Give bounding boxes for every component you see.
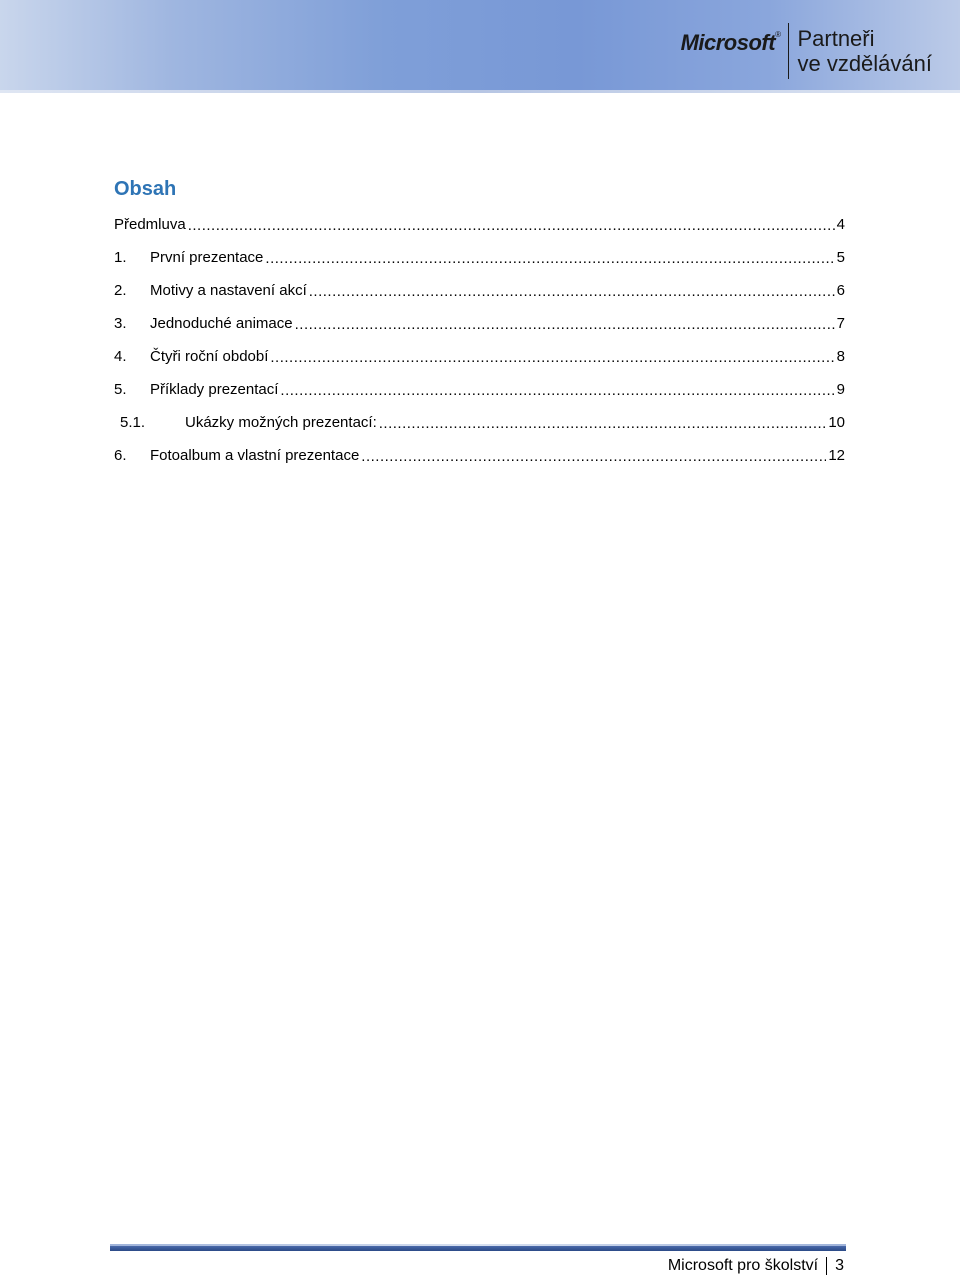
dot-leader — [270, 349, 834, 366]
tagline-line-1: Partneři — [797, 26, 875, 51]
toc-entry-5[interactable] — [114, 373, 845, 406]
dot-leader — [188, 217, 835, 234]
toc-entry-number: 3. — [114, 315, 127, 332]
toc-entry-page: 8 — [836, 348, 845, 365]
toc-entry-number: 4. — [114, 348, 127, 365]
toc-entry-page: 6 — [836, 282, 845, 299]
partner-tagline — [797, 26, 932, 76]
toc-entry-title: Fotoalbum a vlastní prezentace — [150, 447, 360, 464]
toc-entry-title: Předmluva — [114, 216, 186, 233]
footer-label: Microsoft pro školství — [667, 1257, 819, 1274]
toc-entry-title: Ukázky možných prezentací: — [185, 414, 377, 431]
toc-entry-2[interactable] — [114, 274, 845, 307]
dot-leader — [280, 382, 834, 399]
toc-entry-title: První prezentace — [150, 249, 264, 266]
toc-entry-page: 9 — [836, 381, 845, 398]
toc-entry-page: 5 — [836, 249, 845, 266]
page-number: 3 — [835, 1257, 844, 1274]
header-banner — [0, 0, 960, 93]
toc-entry-title: Jednoduché animace — [150, 315, 293, 332]
page-footer — [668, 1257, 844, 1275]
toc-entry-number: 2. — [114, 282, 127, 299]
toc-entry-4[interactable] — [114, 340, 845, 373]
toc-entry-number: 5. — [114, 381, 127, 398]
table-of-contents — [114, 208, 845, 472]
microsoft-partner-logo — [681, 22, 932, 80]
dot-leader — [265, 250, 834, 267]
toc-entry-page: 10 — [828, 414, 845, 431]
dot-leader — [361, 448, 826, 465]
tagline-line-2: ve vzdělávání — [797, 51, 932, 76]
toc-entry-5-1[interactable] — [114, 406, 845, 439]
toc-entry-1[interactable] — [114, 241, 845, 274]
toc-entry-predmluva[interactable] — [114, 208, 845, 241]
dot-leader — [379, 415, 827, 432]
toc-entry-title: Čtyři roční období — [150, 348, 269, 365]
toc-entry-title: Příklady prezentací — [150, 381, 279, 398]
microsoft-wordmark: Microsoft® — [680, 30, 781, 55]
toc-entry-3[interactable] — [114, 307, 845, 340]
toc-entry-number: 1. — [114, 249, 127, 266]
toc-entry-number: 5.1. — [120, 414, 146, 431]
toc-entry-number: 6. — [114, 447, 127, 464]
toc-entry-page: 7 — [836, 315, 845, 332]
footer-rule — [110, 1244, 846, 1251]
toc-entry-page: 12 — [828, 447, 845, 464]
toc-entry-6[interactable] — [114, 439, 845, 472]
toc-entry-page: 4 — [836, 216, 845, 233]
toc-entry-title: Motivy a nastavení akcí — [150, 282, 307, 299]
dot-leader — [295, 316, 835, 333]
logo-divider — [788, 23, 789, 79]
footer-separator — [826, 1257, 827, 1275]
dot-leader — [309, 283, 835, 300]
toc-heading: Obsah — [114, 178, 177, 200]
